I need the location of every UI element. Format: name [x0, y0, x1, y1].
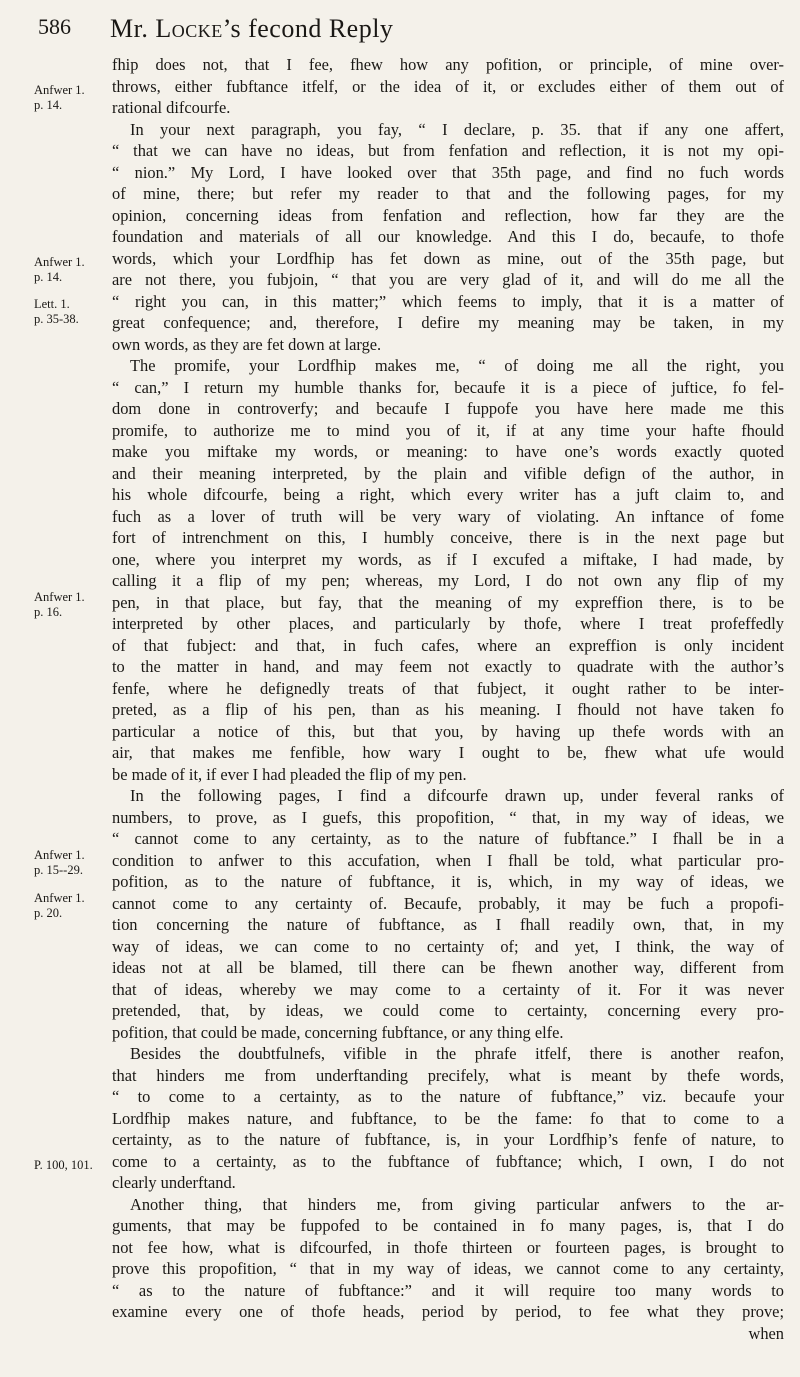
text-line: pen, in that place, but fay, that the meaning of my expreffion there, is to be	[112, 592, 784, 612]
text-line: guments, that may be fuppofed to be contained in fo many pages, is, that I do	[112, 1216, 784, 1235]
margin-note: Lett. 1. p. 35-38.	[34, 297, 79, 326]
text-line: numbers, to prove, as I guefs, this propofition, “ that, in my way of ideas, we	[112, 807, 784, 827]
text-line: “ as to the nature of fubftance:” and it will require too many words to	[112, 1280, 784, 1300]
text-line: air, that makes me fenfible, how wary I ought to be, fhew what ufe would	[112, 743, 784, 762]
text-line: preted, as a flip of his pen, than as his meaning. I fhould not have taken fo	[112, 700, 784, 719]
text-line: clearly underftand.	[112, 1173, 236, 1192]
text-line: come to a certainty, as to the fubftance of fubftance; which, I own, I do not	[112, 1151, 784, 1171]
text-line: certainty, as to the nature of fubftance, is, in your Lordfhip’s fenfe of nature, to	[112, 1130, 784, 1149]
text-line: interpreted by other places, and particularly by thofe, where I treat profeffedly	[112, 614, 784, 633]
text-line: to the matter in hand, and may feem not exactly to quadrate with the author’s	[112, 657, 784, 676]
margin-note: Anfwer 1. p. 20.	[34, 891, 85, 920]
text-line: fuch as a lover of truth will be very wary of violating. An inftance of fome	[112, 506, 784, 526]
paragraph-start: In your next paragraph, you fay, “ I declare, p. 35. that if any one affert,	[130, 119, 784, 139]
text-line: of that fubject: and that, in fuch cafes, where an expreffion is only incident	[112, 635, 784, 655]
text-line: great confequence; and, therefore, I defire my meaning may be taken, in my	[112, 313, 784, 332]
text-line: Lordfhip makes nature, and fubftance, to be the fame: fo that to come to a	[112, 1108, 784, 1128]
text-line: his whole difcourfe, being a right, which every writer has a juft claim to, and	[112, 485, 784, 504]
text-line: ideas not at all be blamed, till there can be fhewn another way, different from	[112, 958, 784, 977]
text-line: prove this propofition, “ that in my way of ideas, we cannot come to any certainty,	[112, 1259, 784, 1278]
text-line: “ to come to a certainty, as to the nature of fubftance,” viz. becaufe your	[112, 1087, 784, 1106]
text-line: that of ideas, whereby we may come to a certainty of it. For it was never	[112, 979, 784, 999]
text-line: cannot come to any certainty of. Becaufe, probably, it may be fuch a propofi-	[112, 893, 784, 913]
text-line: condition to anfwer to this accufation, when I fhall be told, what particular pro-	[112, 850, 784, 870]
margin-note: Anfwer 1. p. 14.	[34, 83, 85, 112]
paragraph-start: In the following pages, I find a difcourfe drawn up, under feveral ranks of	[130, 786, 784, 805]
text-line: fort of intrenchment on this, I humbly conceive, there is in the next page but	[112, 528, 784, 547]
page-number: 586	[38, 14, 71, 39]
text-line: and their meaning interpreted, by the plain and vifible defign of the author, in	[112, 463, 784, 483]
text-line: make you miftake my words, or meaning: to have one’s words exactly quoted	[112, 442, 784, 461]
text-line: be made of it, if ever I had pleaded the flip of my pen.	[112, 764, 467, 784]
text-line: “ can,” I return my humble thanks for, becaufe it is a piece of juftice, fo fel-	[112, 377, 784, 397]
text-line: examine every one of thofe heads, period by period, to fee what they prove;	[112, 1302, 784, 1321]
text-line: pofition, as to the nature of fubftance, it is, which, in my way of ideas, we	[112, 872, 784, 891]
text-line: “ cannot come to any certainty, as to the nature of fubftance.” I fhall be in a	[112, 829, 784, 848]
text-line: tion concerning the nature of fubftance, as I fhall readily own, that, in my	[112, 915, 784, 934]
text-line: fhip does not, that I fee, fhew how any pofition, or principle, of mine over-	[112, 55, 784, 74]
text-line: foundation and materials of all our knowledge. And this I do, becaufe, to thofe	[112, 227, 784, 246]
text-line: “ that we can have no ideas, but from fenfation and reflection, it is not my opi-	[112, 141, 784, 160]
text-line: that hinders me from underftanding precifely, what is meant by thefe words,	[112, 1065, 784, 1085]
text-line: opinion, concerning ideas from fenfation and reflection, how far they are the	[112, 205, 784, 225]
text-line: particular a notice of this, but that you, by having up thefe words with an	[112, 721, 784, 741]
margin-note: Anfwer 1. p. 15--29.	[34, 848, 85, 877]
text-line: pretended, that, by ideas, we could come to certainty, concerning every pro-	[112, 1001, 784, 1020]
margin-note: P. 100, 101.	[34, 1158, 93, 1172]
text-line: of mine, there; but refer my reader to that and the following pages, for my	[112, 184, 784, 203]
margin-note: Anfwer 1. p. 16.	[34, 590, 85, 619]
text-line: words, which your Lordfhip has fet down as mine, out of the 35th page, but	[112, 248, 784, 268]
page-header	[38, 14, 768, 54]
text-line: not fee how, what is difcourfed, in thofe thirteen or fourteen pages, is brought to	[112, 1237, 784, 1257]
running-head	[110, 14, 393, 44]
paragraph-start: Besides the doubtfulnefs, vifible in the phrafe itfelf, there is another reafon,	[130, 1044, 784, 1063]
running-head-suffix: ’s fecond Reply	[222, 14, 394, 43]
paragraph-start: Another thing, that hinders me, from giving particular anfwers to the ar-	[130, 1194, 784, 1214]
text-line: “ right you can, in this matter;” which feems to imply, that it is a matter of	[112, 291, 784, 311]
body-text	[112, 54, 784, 1344]
text-line: calling it a flip of my pen; whereas, my Lord, I do not own any flip of my	[112, 571, 784, 590]
text-line: dom done in controverfy; and becaufe I fuppofe you have here made me this	[112, 399, 784, 418]
text-line: fenfe, where he defignedly treats of that fubject, it ought rather to be inter-	[112, 678, 784, 698]
text-line: pofition, that could be made, concerning fubftance, or any thing elfe.	[112, 1022, 564, 1042]
running-head-prefix: Mr.	[110, 14, 156, 43]
text-line: promife, to authorize me to mind you of it, if at any time your hafte fhould	[112, 420, 784, 440]
catchword: when	[748, 1323, 784, 1343]
text-line: are not there, you fubjoin, “ that you are very glad of it, and will do me all the	[112, 270, 784, 289]
text-line: “ nion.” My Lord, I have looked over that 35th page, and find no fuch words	[112, 162, 784, 182]
text-line: way of ideas, we can come to no certainty of; and yet, I think, the way of	[112, 936, 784, 956]
text-line: rational difcourfe.	[112, 98, 231, 117]
running-head-name: Locke	[155, 14, 223, 43]
paragraph-start: The promife, your Lordfhip makes me, “ of doing me all the right, you	[130, 356, 784, 375]
text-line: throws, either fubftance itfelf, or the idea of it, or excludes either of them out of	[112, 76, 784, 96]
text-line: own words, as they are fet down at large.	[112, 334, 382, 354]
margin-note: Anfwer 1. p. 14.	[34, 255, 85, 284]
text-line: one, where you interpret my words, as if I excufed a miftake, I had made, by	[112, 549, 784, 569]
